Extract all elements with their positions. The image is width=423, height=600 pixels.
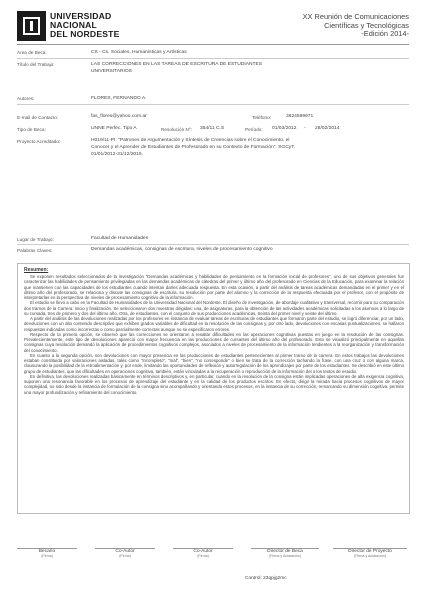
signature-subtitle: (Firma) — [119, 554, 131, 558]
uni-line-3: DEL NORDESTE — [50, 29, 120, 39]
telefono-value: 3624569971 — [286, 114, 314, 119]
autores-value: FLORES, FERNANDO A. — [91, 96, 147, 101]
resumen-box — [17, 263, 410, 514]
titulo-value-1: LAS CORRECCIONES EN LAS TAREAS DE ESCRITURA DE ESTUDIANTES — [91, 62, 263, 67]
resumen-paragraph: En definitiva, las devoluciones realizadas básicamente en términos descriptivos y, en particular, cuando en la resolución de la consigna están implicadas operaciones de alta exigencia cognitiva, suponen una resonancia favorable en los procesos de aprendizaje del estudiante y en la calidad de los productos escritos. En efecto, dirigir la mirada hacia procesos cognitivos de mayor complejidad, no solo desde la instancia de formulación de la consigna sino acompañando y orientando estos procesos, en la instancia de su corrección, remarcando su dimensión cognitiva, permite una mayor profundización y refinamiento del conocimiento. — [24, 373, 404, 395]
palabras-label: Palabras Claves: — [17, 248, 53, 253]
titulo-value-2: UNIVERSITARIOS — [91, 69, 132, 74]
area-value: CS - Cs. Sociales, Humanísticas y Artísticas — [91, 50, 187, 55]
periodo-to: 28/02/2014 — [315, 126, 340, 131]
resumen-body — [24, 274, 404, 395]
divider — [17, 104, 409, 105]
resumen-paragraph: En cuanto a la segunda opción, son devoluciones con mayor presencia en las producciones de estudiantes pertenecientes al primer tramo de la carrera. En estos trabajos las devoluciones estaban constituida por valoraciones aisladas, tales como "incompleto", "mal", "bien", "no corresponde" o bien se trata de la corrección tachando la frase, con una cruz o con alguna marca, clausurando la posibilidad de la retroalimentación y, por ende, limitando las oportunidades de reflexión y autorregulación de los aprendizajes por parte de los estudiantes. Se describió en este último grupo de estudiantes, que las dificultades en operaciones cognitiva, también, están vinculadas a la recuperación o reproducción de la información del o los textos de estudio. — [24, 352, 404, 374]
signature-title: Co-Autor — [115, 549, 135, 554]
resolucion-label: Resolución Nº: — [161, 127, 192, 132]
telefono-label: Teléfono: — [252, 115, 272, 120]
event-title — [303, 13, 409, 39]
divider — [17, 244, 409, 245]
signature-subtitle: (Firma y Aclaración) — [354, 554, 386, 558]
proyecto-line-3: 01/01/2012-31/12/2015. — [91, 152, 143, 157]
event-line-1: XX Reunión de Comunicaciones — [302, 12, 409, 21]
resumen-paragraph: A partir del análisis de las devoluciones realizadas por los profesores en instancia de evaluar tareas de escrituras de estudiantes que formaron parte del estudio, se logró diferenciar, por un lado, devoluciones con un alto contenido descriptivo que exhiben grados variables de dificultad en la resolución de las consignas y, por otro lado, devoluciones con escasas puntualizaciones, se hallaron respuestas indicadas como incorrectas o como parcialmente correctas aunque no se especificaron errores. — [24, 316, 404, 332]
signature-title: Co-Autor — [193, 549, 213, 554]
uni-line-1: UNIVERSIDAD — [50, 11, 112, 21]
periodo-from: 01/03/2012 — [272, 126, 297, 131]
tipo-label: Tipo de Beca: — [17, 127, 46, 132]
signature-becario — [17, 548, 77, 558]
email-value: fas_flores@yahoo.com.ar — [91, 114, 147, 119]
signature-title: Director de Beca — [267, 549, 303, 554]
resolucion-value: 354/11 C.S — [200, 126, 225, 131]
signature-title: Becario — [38, 549, 56, 554]
university-name — [50, 12, 120, 39]
university-logo — [17, 11, 46, 41]
uni-line-2: NACIONAL — [50, 20, 97, 30]
resumen-paragraph: El estudio se llevó a cabo en la Facultad de Humanidades de la Universidad Nacional del Nordeste. El diseño de investigación, de abordaje cualitativo y transversal, recorrió para su comparación dos tramos de la Carrera: inicio y finalización. Se seleccionaron dos muestras dirigidas: una, de asignaturas, para la obtención de las actividades académicas solicitadas a los alumnos a lo largo de su cursada, tres de primero y dos del último año. Otra, de estudiantes, con el conjunto de sus producciones académicas, treinta del primer nivel y veinte del último. — [24, 300, 404, 316]
event-edition: -Edición 2014- — [361, 29, 409, 39]
signature-director-proyecto — [333, 548, 407, 558]
periodo-label: Período: — [245, 127, 263, 132]
proyecto-line-1: H019/11-PI: "Patrones de Argumentación y Síntesis de Creencias sobre el Conocimiento, el — [91, 138, 290, 143]
area-label: Área de Beca: — [17, 50, 47, 55]
event-line-2: Científicas y Tecnológicas — [324, 20, 409, 30]
proyecto-label: Proyecto Acreditado: — [17, 139, 61, 144]
signature-coautor-2 — [173, 548, 233, 558]
lugar-label: Lugar de Trabajo: — [17, 237, 54, 242]
proyecto-line-2: Conocer y el Aprender de Estudiantes de Profesorado en su Contexto de Formación". SGCyT. — [91, 145, 295, 150]
signature-coautor-1 — [95, 548, 155, 558]
tipo-value: UNNE Perfec. Tipo A — [91, 126, 137, 131]
signature-subtitle: (Firma) — [41, 554, 53, 558]
header-rule — [17, 44, 409, 45]
signature-director-beca — [251, 548, 319, 558]
palabras-value: Demandas académicas, consignas de escritura, niveles de procesamiento cognitivo — [91, 247, 273, 252]
resumen-paragraph: Se exponen resultados seleccionados de la investigación "Demandas académicas y habilidades de pensamiento en la formación inicial de profesores", uno de sus objetivos generales fue caracterizar las habilidades de pensamiento privilegiadas en las demandas académicas de cátedras del primer y último año del profesorado en Ciencias de la Educación, para examinar la relación que mantienen con las capacidades de los estudiantes cuando intentan darles adecuada respuesta. En esta ocasión, a partir del análisis de tareas académicas demandadas en el primer y en el último año del profesorado, se relaciona y discute las consignas de escritura, su resolución por parte del alumno y la corrección de la respuesta efectuada por el profesor, con el propósito de interpretarlas en la perspectiva de niveles de procesamiento cognitivo de la información. — [24, 274, 404, 300]
periodo-separator: - — [304, 126, 306, 131]
signature-subtitle: (Firma y Aclaración) — [269, 554, 301, 558]
resumen-title: Resumen: — [24, 267, 49, 273]
titulo-label: Título del Trabajo: — [17, 62, 55, 67]
resumen-paragraph: Respecto de la primera opción, se observó que las correcciones se orientaron a resaltar dificultades en las operaciones cognitivas puestas en juego en la resolución de las consignas. Prevalecientemente, este tipo de devoluciones apareció con mayor frecuencia en las producciones de cursantes del último año del profesorado. Esto se visualizó principalmente en aquellas consignas cuya resolución demandó la aplicación de procedimientos cognitivos complejos, asociados a niveles de procesamiento de la información tendientes a la reorganización y transformación del conocimiento. — [24, 331, 404, 353]
autores-label: Autores: — [17, 96, 35, 101]
email-label: E-mail de Contacto: — [17, 115, 59, 120]
signature-title: Director de Proyecto — [348, 549, 392, 554]
signature-row — [17, 548, 410, 568]
signature-subtitle: (Firma) — [197, 554, 209, 558]
divider — [17, 58, 409, 59]
control-code: Control: 23qpjg2mc — [245, 576, 287, 581]
lugar-value: Facultad de Humanidades — [91, 236, 149, 241]
